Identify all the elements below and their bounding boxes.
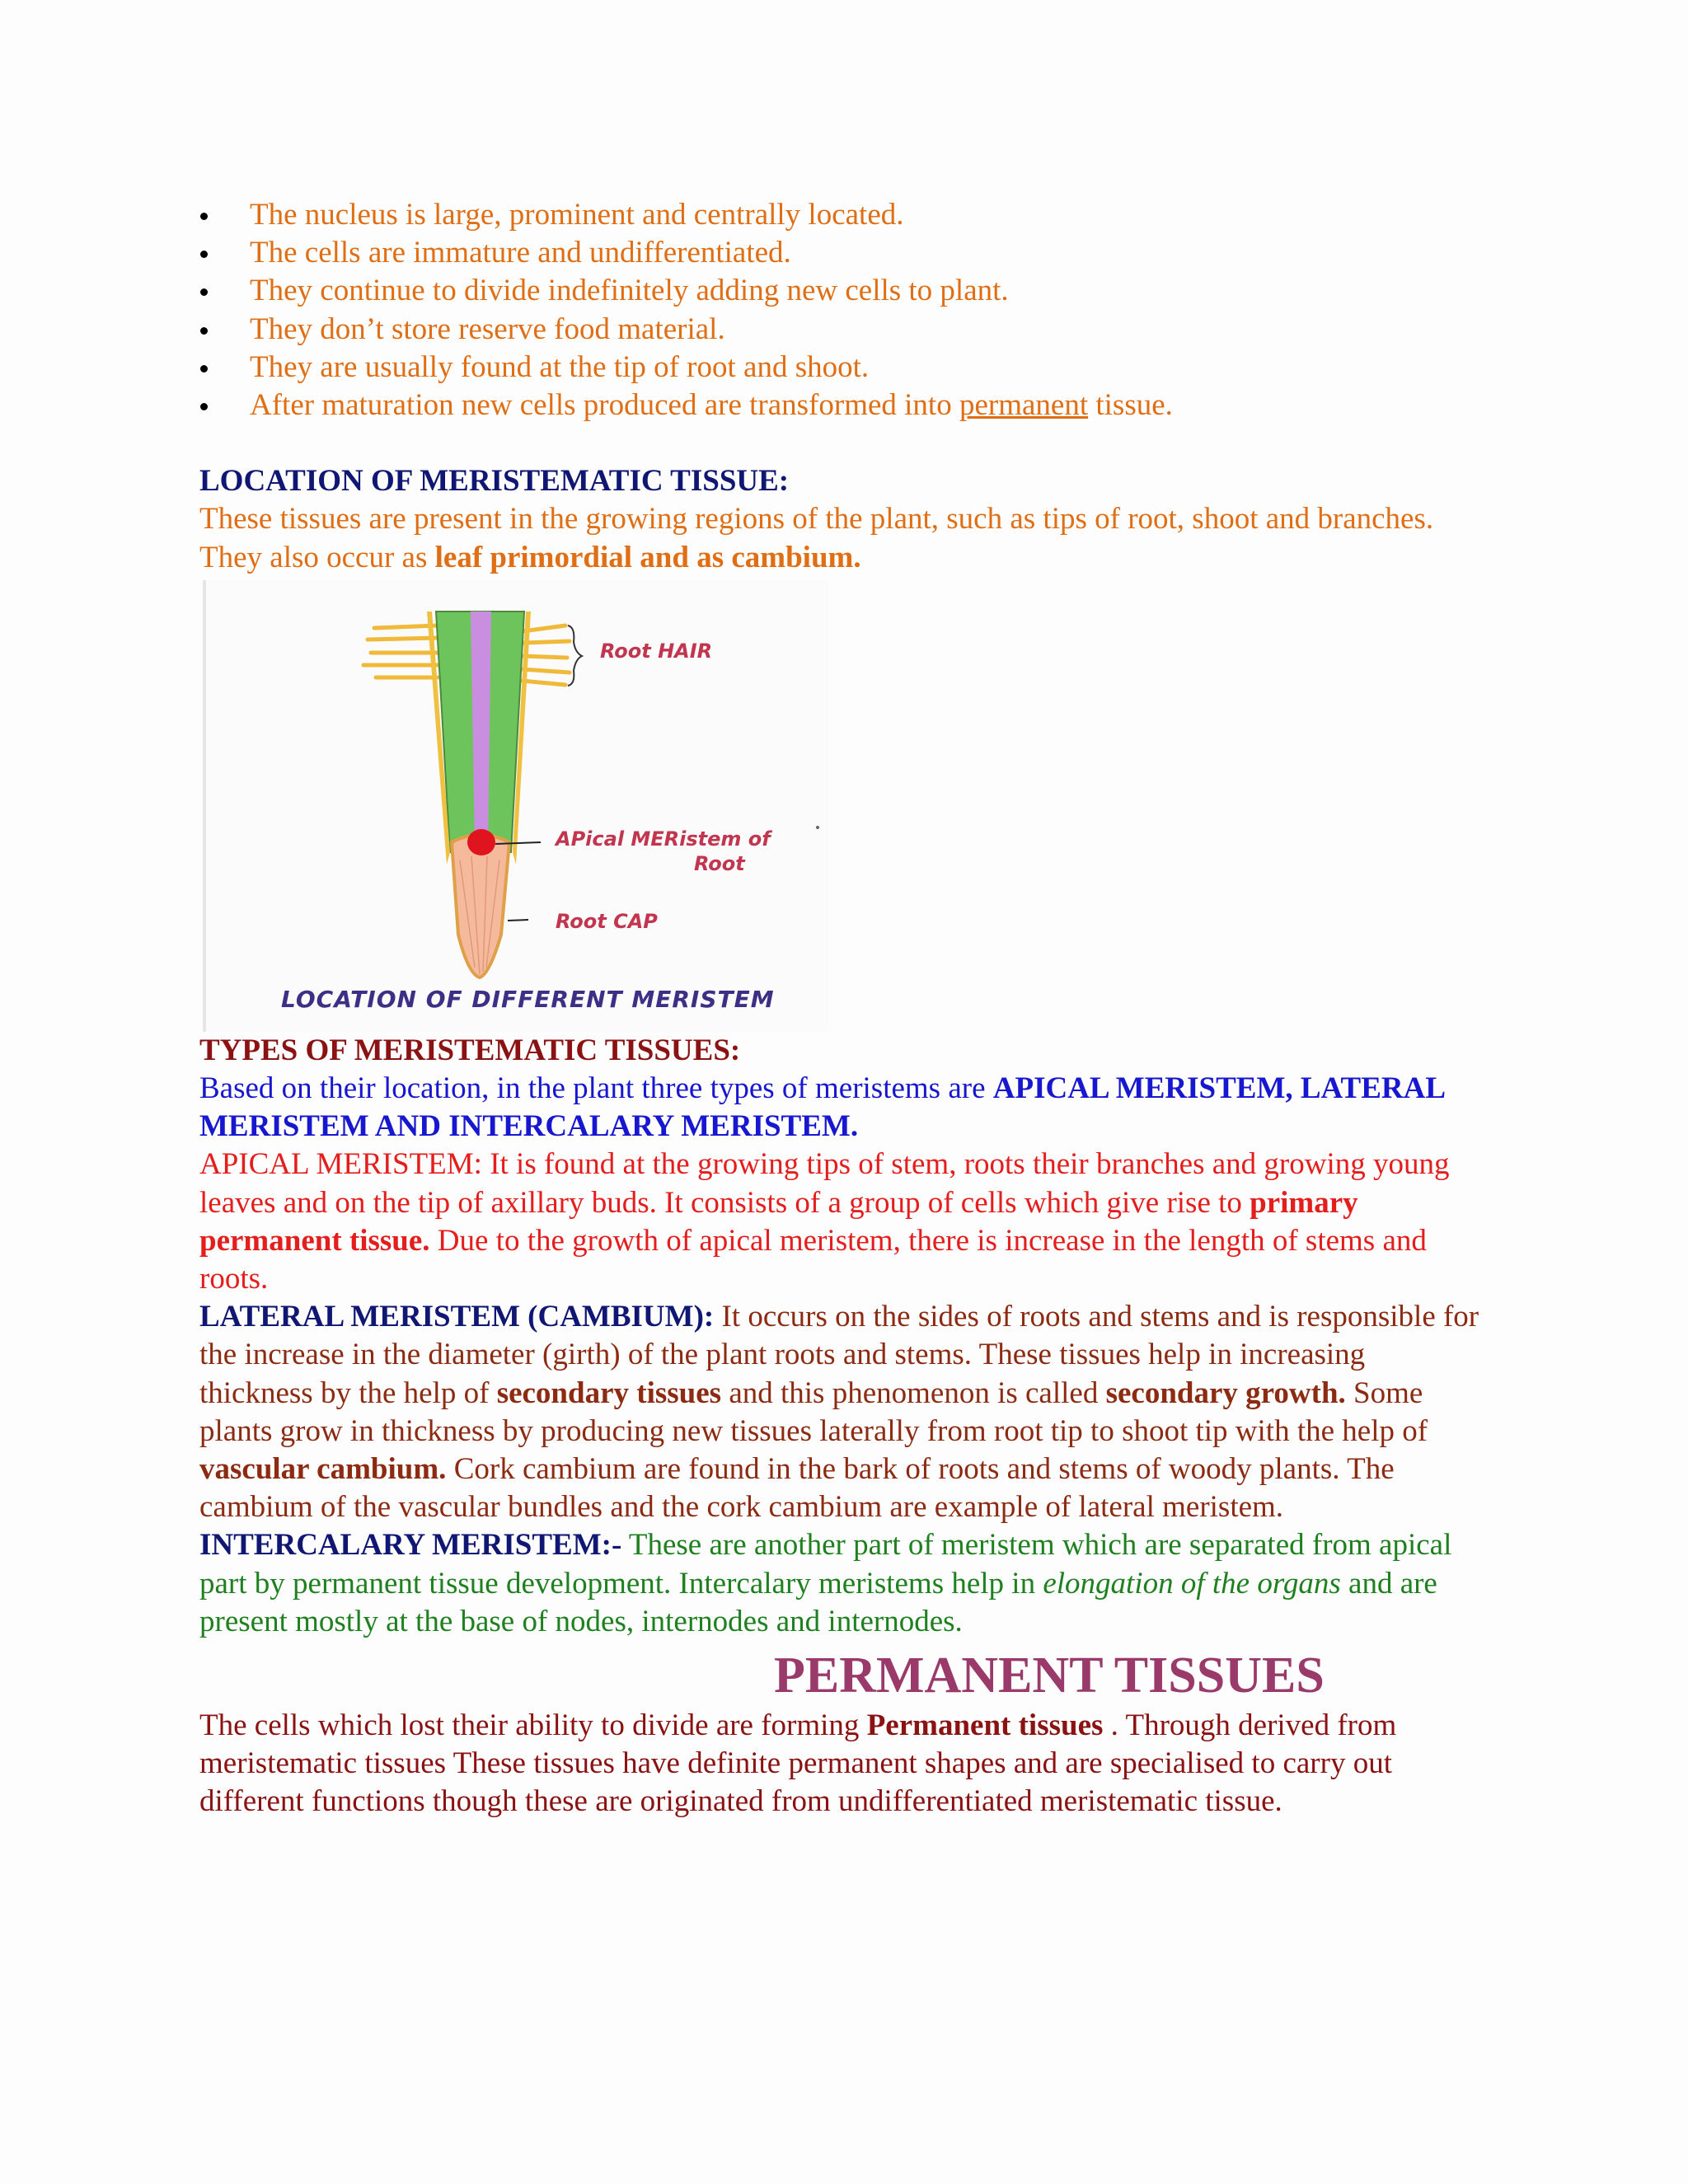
bullet-icon	[200, 365, 208, 373]
apical-paragraph: APICAL MERISTEM: It is found at the growing tips of stem, roots their branches and growing young leaves and on the tip of axillary buds. It consists of a group of cells which give rise to primary permanent tissue. Due to the growth of apical meristem, there is increase in the length of stems and roots.	[199, 1147, 1450, 1296]
characteristics-list	[199, 196, 1485, 424]
list-item-text: They continue to divide indefinitely adding new cells to plant.	[250, 274, 1009, 308]
permanent-paragraph: The cells which lost their ability to divide are forming Permanent tissues . Through derived from meristematic tissues These tissues have definite permanent shapes and are specialised to carry out different functions though these are originated from undifferentiated meristematic tissue.	[199, 1708, 1397, 1819]
permanent-bold: Permanent tissues	[866, 1708, 1104, 1743]
list-item	[199, 272, 1485, 310]
list-item	[199, 196, 1485, 234]
list-item	[199, 349, 1485, 387]
lateral-bold-3: vascular cambium.	[199, 1452, 447, 1487]
list-item-text: The nucleus is large, prominent and centrally located.	[250, 198, 904, 232]
types-bold: APICAL MERISTEM, LATERAL MERISTEM AND INTERCALARY MERISTEM.	[199, 1071, 1444, 1144]
figure-caption: LOCATION OF DIFFERENT MERISTEM	[281, 985, 775, 1013]
list-item-text: They don’t store reserve food material.	[250, 312, 725, 346]
apical-bold: primary permanent tissue.	[199, 1185, 1358, 1258]
list-item	[199, 311, 1485, 349]
root-hair-label: Root HAIR	[600, 639, 713, 663]
page-content	[199, 196, 1485, 1821]
intercalary-paragraph: INTERCALARY MERISTEM:- These are another part of meristem which are separated from apical part by permanent tissue development. Intercalary meristems help in elongation of the organs and are present mostly at the base of nodes, internodes and internodes.	[199, 1528, 1452, 1638]
bullet-icon	[200, 288, 208, 296]
bullet-icon	[200, 251, 208, 258]
root-cap-label: Root CAP	[556, 909, 658, 933]
location-heading: LOCATION OF MERISTEMATIC TISSUE:	[199, 464, 790, 499]
list-item	[199, 387, 1485, 424]
list-item-text-end: tissue.	[1088, 388, 1173, 423]
bullet-icon	[200, 403, 208, 410]
bullet-icon	[200, 327, 208, 335]
lateral-bold-1: secondary tissues	[496, 1376, 722, 1410]
permanent-tissues-heading: PERMANENT TISSUES	[774, 1647, 1325, 1704]
permanent-link[interactable]: permanent	[959, 388, 1089, 423]
list-item-text: After maturation new cells produced are transformed into	[250, 388, 959, 423]
intercalary-label: INTERCALARY MERISTEM:-	[199, 1528, 622, 1563]
bullet-icon	[200, 213, 208, 220]
types-heading: TYPES OF MERISTEMATIC TISSUES:	[199, 1033, 741, 1067]
list-item	[199, 234, 1485, 272]
intercalary-italic: elongation of the organs	[1043, 1566, 1341, 1601]
lateral-label: LATERAL MERISTEM (CAMBIUM):	[199, 1300, 715, 1334]
apical-meristem-label-2: Root	[694, 851, 745, 875]
location-paragraph: These tissues are present in the growing regions of the plant, such as tips of root, shoot and branches. They also occur as leaf primordial and as cambium.	[199, 502, 1434, 574]
list-item-text: They are usually found at the tip of root and shoot.	[250, 349, 870, 384]
types-paragraph: Based on their location, in the plant three types of meristems are APICAL MERISTEM, LATERAL MERISTEM AND INTERCALARY MERISTEM.	[199, 1071, 1444, 1144]
lateral-paragraph: LATERAL MERISTEM (CAMBIUM): It occurs on the sides of roots and stems and is responsible for the increase in the diameter (girth) of the plant roots and stems. These tissues help in increasing thickness by the help of secondary tissues and this phenomenon is called secondary growth. Some plants grow in thickness by producing new tissues laterally from root tip to shoot tip with the help of vascular cambium. Cork cambium are found in the bark of roots and stems of woody plants. The cambium of the vascular bundles and the cork cambium are example of lateral meristem.	[199, 1300, 1479, 1525]
root-diagram	[203, 580, 829, 1032]
location-bold: leaf primordial and as cambium.	[434, 540, 861, 574]
root-meristem-figure	[203, 580, 829, 1032]
list-item-text: The cells are immature and undifferentiated.	[250, 236, 791, 270]
apical-meristem-label: APical MERistem of	[556, 827, 771, 851]
lateral-bold-2: secondary growth.	[1105, 1376, 1346, 1410]
